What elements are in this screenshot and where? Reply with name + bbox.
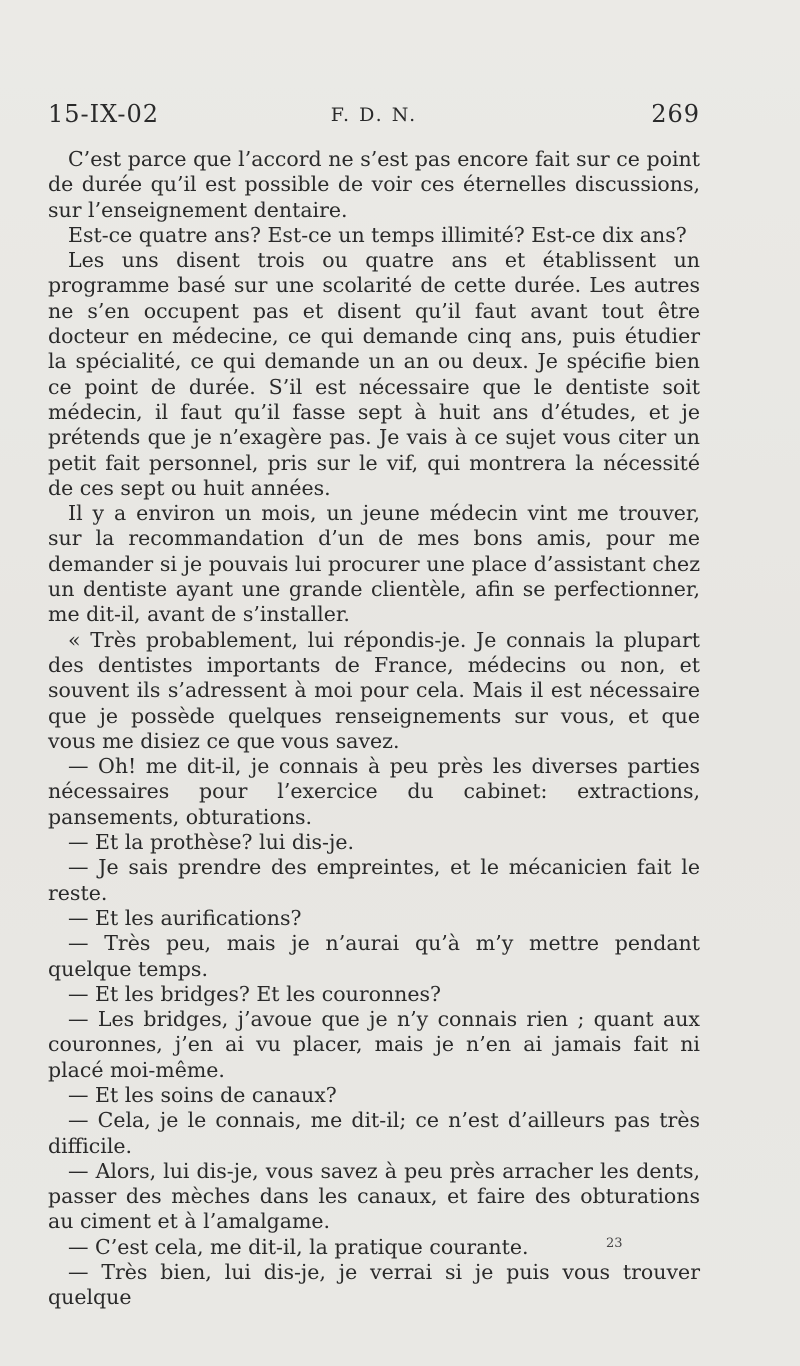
paragraph: Est-ce quatre ans? Est-ce un temps illimité? Est-ce dix ans? bbox=[68, 222, 687, 247]
header-journal: F. D. N. bbox=[330, 104, 418, 126]
paragraph: — Très bien, lui dis-je, je verrai si je puis vous trouver quelque bbox=[48, 1260, 700, 1310]
header-date: 15-IX-02 bbox=[48, 100, 160, 128]
paragraph: Il y a environ un mois, un jeune médecin vint me trouver, sur la recommandation d’un de mes bons amis, pour me demander si je pouvais lui procurer une place d’assistant chez un dentiste ayant une grande clientèle, afin se perfectionner, me dit-il, avant de s’installer. bbox=[48, 501, 700, 627]
body-text bbox=[48, 147, 700, 1311]
paragraph: — Et les bridges? Et les couronnes? bbox=[68, 981, 442, 1006]
paragraph: — Très peu, mais je n’aurai qu’à m’y mettre pendant quelque temps. bbox=[48, 931, 700, 981]
paragraph: — Cela, je le connais, me dit-il; ce n’est d’ailleurs pas très difficile. bbox=[48, 1108, 700, 1158]
paragraph: — Oh! me dit-il, je connais à peu près les diverses parties nécessaires pour l’exercice du cabinet: extractions, pansements, obturations. bbox=[48, 754, 700, 829]
paragraph: — Alors, lui dis-je, vous savez à peu près arracher les dents, passer des mèches dans les canaux, et faire des obturations au ciment et à l’amalgame. bbox=[48, 1158, 700, 1234]
paragraph: — Et la prothèse? lui dis-je. bbox=[68, 830, 354, 855]
paragraph: — Les bridges, j’avoue que je n’y connais rien ; quant aux couronnes, j’en ai vu placer, mais je n’en ai jamais fait ni placé moi-même. bbox=[48, 1007, 700, 1082]
paragraph: C’est parce que l’accord ne s’est pas encore fait sur ce point de durée qu’il est possible de voir ces éternelles discussions, sur l’enseignement dentaire. bbox=[48, 147, 700, 222]
paragraph: — C’est cela, me dit-il, la pratique courante. bbox=[68, 1234, 529, 1259]
paragraph: « Très probablement, lui répondis-je. Je connais la plupart des dentistes importants de France, médecins ou non, et souvent ils s’adressent à moi pour cela. Mais il est nécessaire que je possède quelques renseignements sur vous, et que vous me disiez ce que vous savez. bbox=[48, 627, 700, 753]
signature-mark: 23 bbox=[606, 1236, 623, 1251]
running-header bbox=[48, 100, 700, 136]
paragraph: — Je sais prendre des empreintes, et le mécanicien fait le reste. bbox=[48, 855, 700, 905]
paragraph: Les uns disent trois ou quatre ans et établissent un programme basé sur une scolarité de cette durée. Les autres ne s’en occupent pas et disent qu’il faut avant tout être docteur en médecine, ce qui demande cinq ans, puis étudier la spécialité, ce qui demande un an ou deux. Je spécifie bien ce point de durée. S’il est nécessaire que le dentiste soit médecin, il faut qu’il fasse sept à huit ans d’études, et je prétends que je n’exagère pas. Je vais à ce sujet vous citer un petit fait personnel, pris sur le vif, qui montrera la nécessité de ces sept ou huit années. bbox=[48, 248, 700, 500]
paragraph: — Et les aurifications? bbox=[68, 905, 302, 930]
page-number: 269 bbox=[651, 100, 700, 128]
paragraph: — Et les soins de canaux? bbox=[68, 1082, 337, 1107]
